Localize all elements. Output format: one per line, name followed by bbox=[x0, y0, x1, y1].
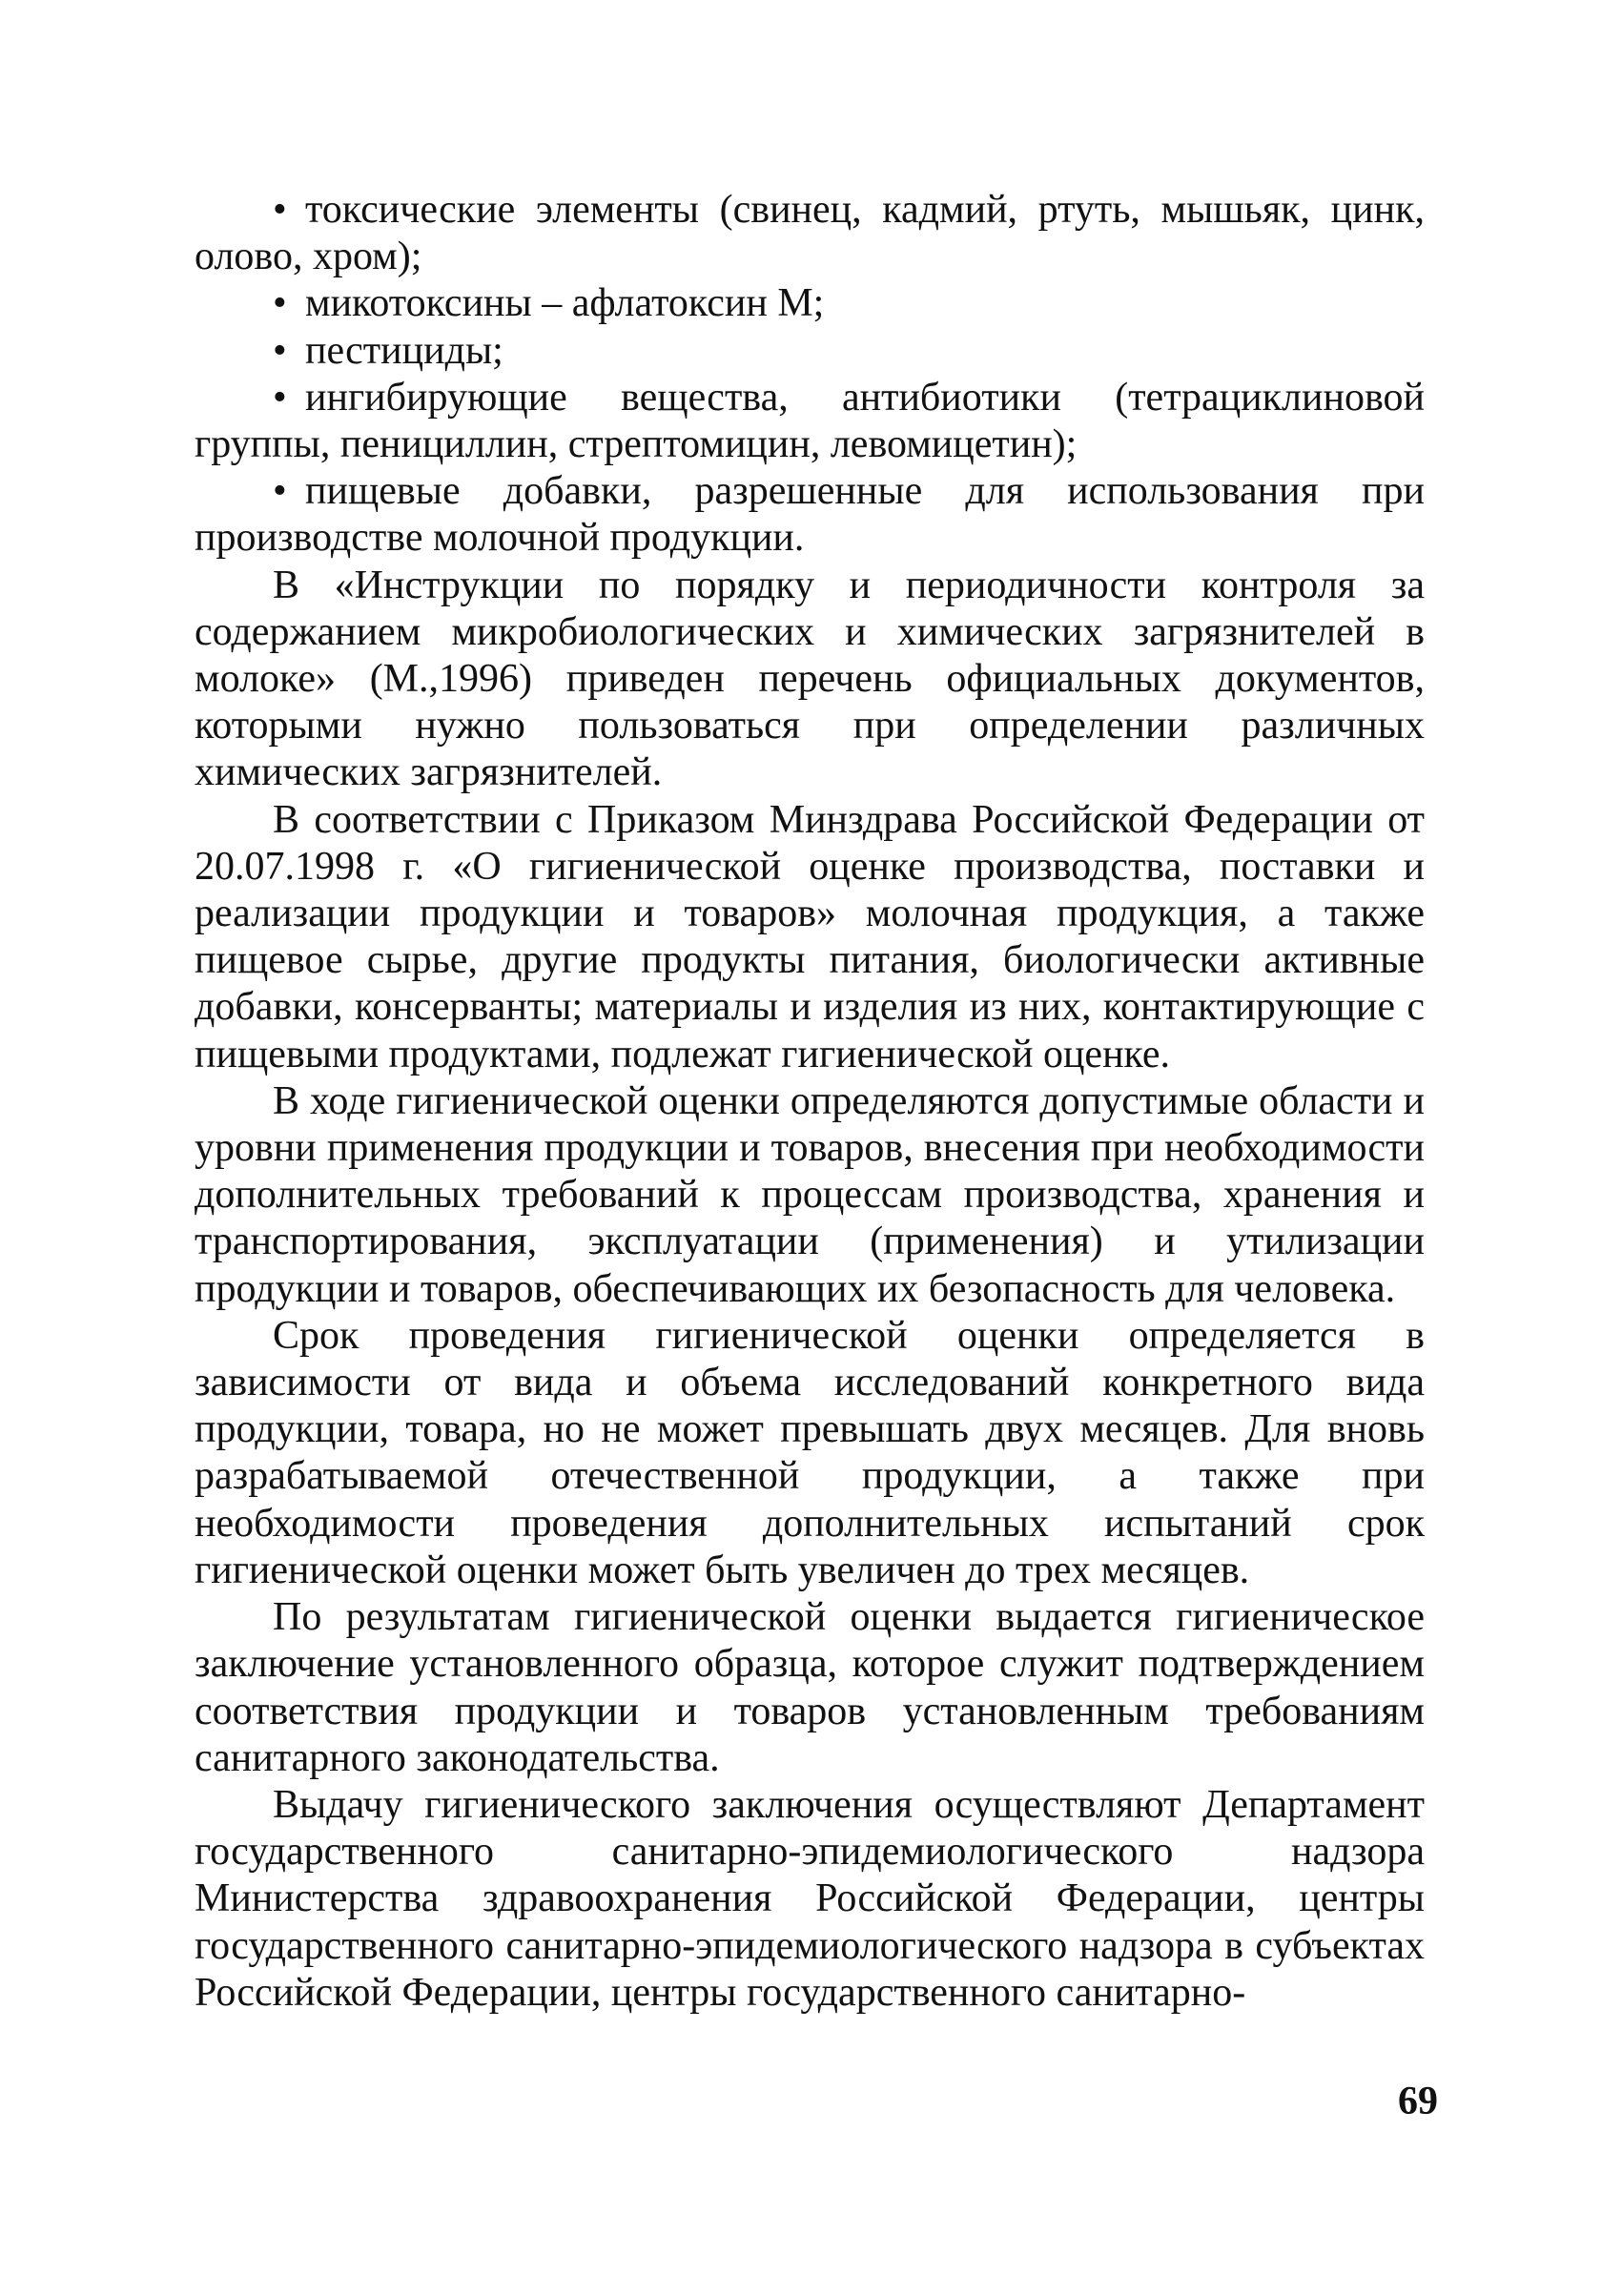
contaminant-list bbox=[195, 187, 1425, 563]
list-item bbox=[195, 280, 1425, 327]
bullet-icon: • bbox=[273, 188, 287, 232]
list-item-text: микотоксины – афлатоксин М; bbox=[305, 281, 825, 326]
list-item bbox=[195, 187, 1425, 280]
list-item-text: ингибирующие вещества, антибиотики (тетрациклиновой группы, пенициллин, стрептомицин, левомицетин); bbox=[195, 375, 1425, 467]
paragraph-issuers: Выдачу гигиенического заключения осуществляют Департамент государственного санитарно-эпидемиологического надзора Министерства здравоохранения Российской Федерации, центры государственного санитарно-эпидемиологического надзора в субъектах Российской Федерации, центры государственного санитарно- bbox=[195, 1782, 1425, 2015]
body-text bbox=[195, 187, 1425, 2017]
paragraph-conclusion: По результатам гигиенической оценки выдается гигиеническое заключение установленного образца, которое служит подтверждением соответствия продукции и товаров установленным требованиям санитарного законодательства. bbox=[195, 1595, 1425, 1780]
list-item bbox=[195, 468, 1425, 562]
paragraph-instruction: В «Инструкции по порядку и периодичности контроля за содержанием микробиологических и химических загрязнителей в молоке» (М.,1996) приведен перечень официальных документов, которыми нужно пользоваться при определении различных химических загрязнителей. bbox=[195, 563, 1425, 795]
paragraph-assessment-term: Срок проведения гигиенической оценки определяется в зависимости от вида и объема исследований конкретного вида продукции, товара, но не может превышать двух месяцев. Для вновь разрабатываемой отечественной продукции, а также при необходимости проведения дополнительных испытаний срок гигиенической оценки может быть увеличен до трех месяцев. bbox=[195, 1313, 1425, 1592]
list-item-text: пестициды; bbox=[305, 328, 503, 373]
bullet-icon: • bbox=[273, 375, 287, 420]
bullet-icon: • bbox=[273, 281, 287, 326]
paragraph-assessment-scope: В ходе гигиенической оценки определяются допустимые области и уровни применения продукции и товаров, внесения при необходимости дополнительных требований к процессам производства, хранения и транспортирования, эксплуатации (применения) и утилизации продукции и товаров, обеспечивающих их безопасность для человека. bbox=[195, 1078, 1425, 1311]
list-item-text: токсические элементы (свинец, кадмий, ртуть, мышьяк, цинк, олово, хром); bbox=[195, 188, 1425, 279]
list-item-text: пищевые добавки, разрешенные для использования при производстве молочной продукции. bbox=[195, 469, 1425, 561]
list-item bbox=[195, 328, 1425, 375]
bullet-icon: • bbox=[273, 469, 287, 514]
bullet-icon: • bbox=[273, 328, 287, 373]
list-item bbox=[195, 375, 1425, 468]
paragraph-order: В соответствии с Приказом Минздрава Российской Федерации от 20.07.1998 г. «О гигиенической оценке производства, поставки и реализации продукции и товаров» молочная продукция, а также пищевое сырье, другие продукты питания, биологически активные добавки, консерванты; материалы и изделия из них, контактирующие с пищевыми продуктами, подлежат гигиенической оценке. bbox=[195, 797, 1425, 1076]
page-number: 69 bbox=[1398, 2080, 1438, 2123]
